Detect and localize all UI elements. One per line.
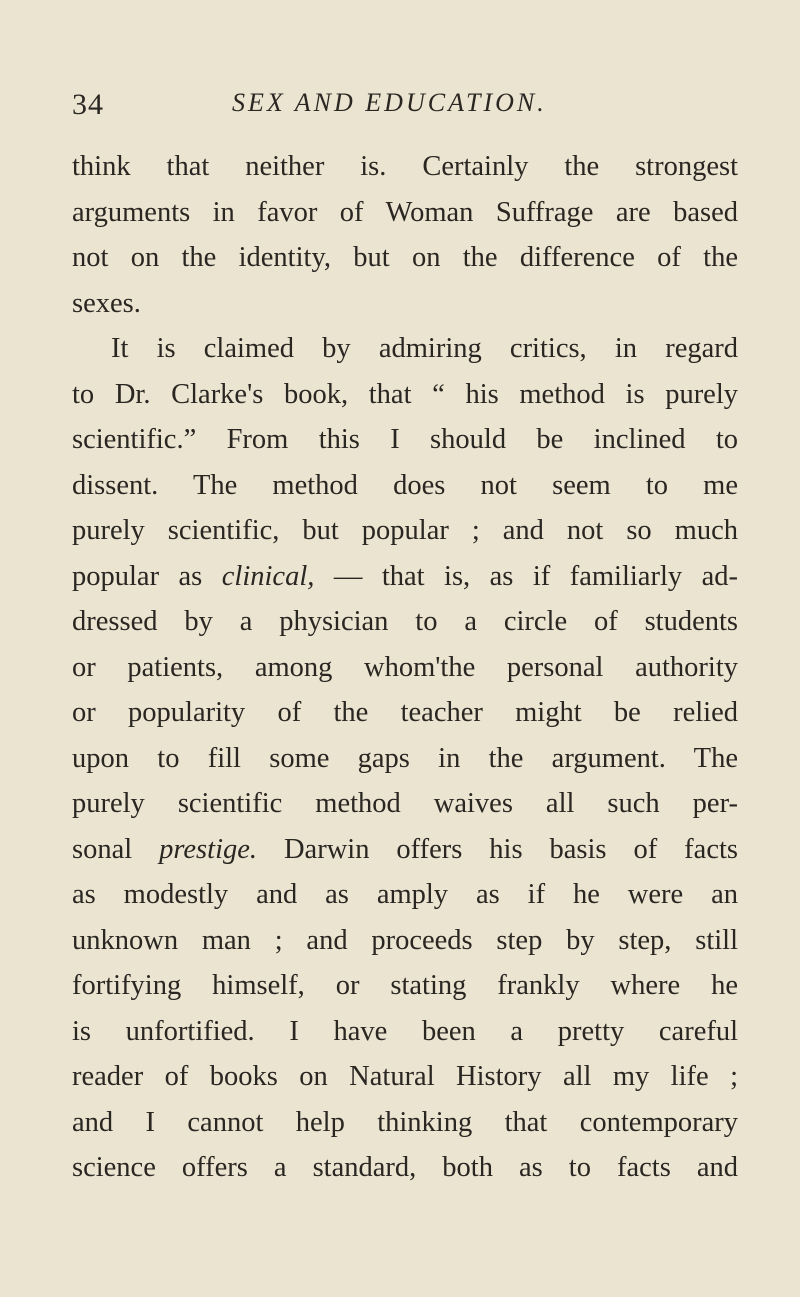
text-line: and I cannot help thinking that contemporary: [72, 1106, 738, 1138]
body-text: [72, 144, 738, 1191]
text-line: purely scientific method waives all such per-: [72, 788, 738, 819]
text-line: purely scientific, but popular ; and not so much: [72, 515, 738, 546]
text-line: dissent. The method does not seem to me: [72, 469, 738, 501]
text-line: [72, 554, 738, 600]
text-line: It is claimed by admiring critics, in regard: [111, 333, 738, 364]
text-line: upon to fill some gaps in the argument. The: [72, 742, 738, 774]
text-line: science offers a standard, both as to facts and: [72, 1152, 738, 1183]
italic-word-prestige: prestige.: [159, 833, 258, 865]
text-line: reader of books on Natural History all my life ;: [72, 1061, 738, 1092]
text-line: is unfortified. I have been a pretty careful: [72, 1015, 738, 1047]
text-line: to Dr. Clarke's book, that “ his method is purely: [72, 378, 738, 410]
text-line: or popularity of the teacher might be relied: [72, 697, 738, 728]
text-line: [72, 827, 738, 873]
page-header: [72, 88, 736, 128]
text-segment: Darwin offers his basis of facts: [257, 833, 738, 865]
text-line: arguments in favor of Woman Suffrage are based: [72, 196, 738, 228]
text-line: sexes.: [72, 287, 141, 319]
text-line: think that neither is. Certainly the strongest: [72, 151, 738, 182]
text-line: scientific.” From this I should be inclined to: [72, 424, 738, 455]
running-title: SEX AND EDUCATION.: [232, 88, 547, 117]
text-line: fortifying himself, or stating frankly where he: [72, 970, 738, 1001]
text-segment: sonal: [72, 833, 160, 865]
italic-word-clinical: clinical,: [221, 560, 315, 592]
text-line: dressed by a physician to a circle of students: [72, 606, 738, 637]
text-line: or patients, among whom'the personal authority: [72, 651, 738, 683]
text-segment: — that is, as if familiarly ad-: [314, 560, 738, 592]
text-line: unknown man ; and proceeds step by step, still: [72, 924, 738, 956]
page-number: 34: [72, 88, 104, 121]
text-segment: popular as: [72, 560, 222, 592]
text-line: not on the identity, but on the difference of the: [72, 242, 738, 273]
text-line: as modestly and as amply as if he were an: [72, 879, 738, 910]
